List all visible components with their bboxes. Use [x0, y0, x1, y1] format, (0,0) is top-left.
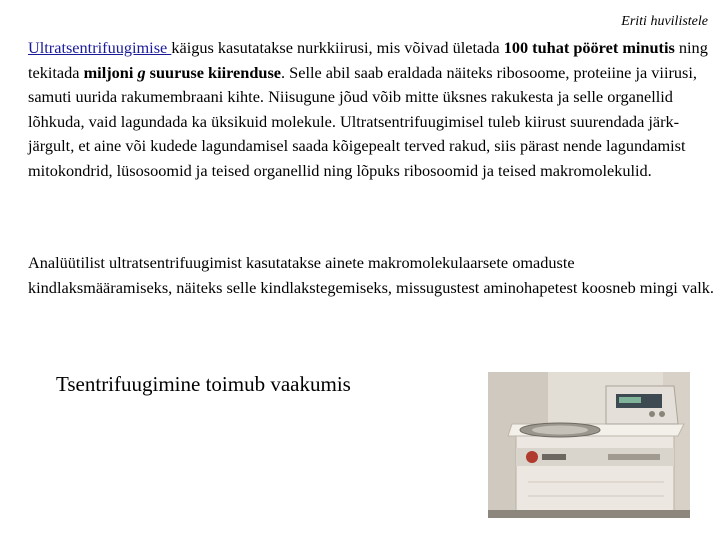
ultracentrifugation-link[interactable]: Ultratsentrifuugimise — [28, 38, 172, 57]
text-segment: . Selle abil saab eraldada näiteks ribosoome, proteiine ja viirusi, samuti uurida rakumembraani kihte. Niisugune jõud võib mitte üksnes rakukesta ja selle organellid lõhkuda, vaid lagundada ka üksikuid molekule. Ultratsentrifuugimisel tuleb kiirust suurendada järk-järgult, et aine või kudede lagundamisel saada kõigepealt terved rakud, siis pärast nende lagundamist mitokondrid, lüsosoomid ja teised organellid ning lõpuks ribosoomid ja teised makromolekulid. — [28, 62, 697, 180]
bold-million: miljoni — [83, 62, 134, 82]
ultracentrifuge-illustration — [488, 372, 690, 518]
ultracentrifuge-photo — [488, 372, 690, 518]
g-symbol: g — [137, 62, 146, 82]
header-note: Eriti huvilistele — [621, 14, 708, 29]
bold-rpm: 100 tuhat pööret minutis — [503, 38, 675, 57]
bold-acceleration: suuruse kiirenduse — [145, 62, 282, 82]
paragraph-analytical: Analüütilist ultratsentrifuugimist kasutatakse ainete makromolekulaarsete omaduste kindlaksmääramiseks, näiteks selle kindlakstegemiseks, missugustest aminohapetest koosneb mingi valk. — [28, 253, 714, 297]
paragraph-intro — [28, 36, 718, 183]
text-segment: käigus kasutatakse nurkkiirusi, mis võivad ületada — [171, 38, 504, 57]
photo-caption: Tsentrifuugimine toimub vaakumis — [56, 372, 351, 396]
text-segment: ning tekitada — [28, 38, 708, 82]
